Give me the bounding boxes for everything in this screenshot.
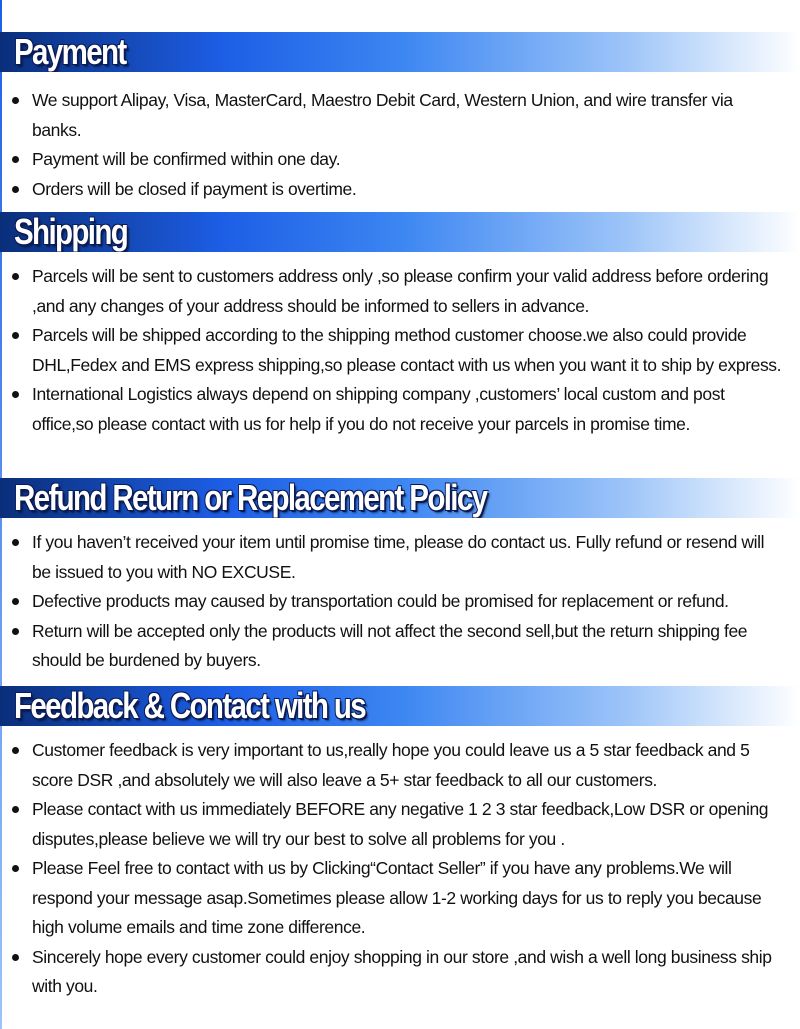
list-item	[0, 86, 800, 145]
refund-header	[0, 478, 800, 518]
list-item-text: International Logistics always depend on shipping company ,customers’ local custom and post office,so please contact with us for help if you do not receive your parcels in promise time.	[32, 384, 725, 434]
list-item-text: Payment will be confirmed within one day.	[32, 149, 341, 169]
bullet-dot	[12, 186, 19, 193]
list-item	[0, 380, 800, 439]
payment-header	[0, 32, 800, 72]
bullet-dot	[12, 97, 19, 104]
list-item-text: Please contact with us immediately BEFORE any negative 1 2 3 star feedback,Low DSR or opening disputes,please believe we will try our best to solve all problems for you .	[32, 799, 769, 849]
list-item-text: Parcels will be sent to customers address only ,so please confirm your valid address before ordering ,and any changes of your address should be informed to sellers in advance.	[32, 266, 769, 316]
list-item	[0, 943, 800, 1002]
bullet-dot	[12, 954, 19, 961]
list-item	[0, 736, 800, 795]
list-item-text: Defective products may caused by transportation could be promised for replacement or refund.	[32, 591, 729, 611]
list-item	[0, 145, 800, 175]
list-item	[0, 587, 800, 617]
list-item-text: Sincerely hope every customer could enjoy shopping in our store ,and wish a well long business ship with you.	[32, 946, 772, 996]
list-item-text: Please Feel free to contact with us by Clicking“Contact Seller” if you have any problems.We will respond your message asap.Sometimes please allow 1-2 working days for us to reply you because high volume emails and time zone difference.	[32, 858, 762, 937]
bullet-dot	[12, 332, 19, 339]
bullet-dot	[12, 273, 19, 280]
bullet-dot	[12, 598, 19, 605]
bullet-dot	[12, 539, 19, 546]
list-item	[0, 528, 800, 587]
payment-title: Payment	[14, 32, 126, 72]
list-item	[0, 262, 800, 321]
bullet-dot	[12, 806, 19, 813]
list-item	[0, 617, 800, 676]
bullet-dot	[12, 156, 19, 163]
list-item-text: Return will be accepted only the products will not affect the second sell,but the return shipping fee should be burdened by buyers.	[32, 620, 748, 670]
list-item-text: We support Alipay, Visa, MasterCard, Maestro Debit Card, Western Union, and wire transfer via banks.	[32, 90, 733, 140]
bullet-dot	[12, 391, 19, 398]
payment-list	[0, 86, 800, 204]
list-item	[0, 854, 800, 943]
bullet-dot	[12, 628, 19, 635]
feedback-header	[0, 686, 800, 726]
bullet-dot	[12, 865, 19, 872]
refund-title: Refund Return or Replacement Policy	[14, 478, 487, 518]
list-item-text: Parcels will be shipped according to the shipping method customer choose.we also could provide DHL,Fedex and EMS express shipping,so please contact with us when you want it to ship by express.	[32, 325, 782, 375]
list-item-text: Customer feedback is very important to us,really hope you could leave us a 5 star feedback and 5 score DSR ,and absolutely we will also leave a 5+ star feedback to all our customers.	[32, 740, 750, 790]
shipping-title: Shipping	[14, 212, 128, 252]
shipping-header	[0, 212, 800, 252]
list-item	[0, 795, 800, 854]
shipping-list	[0, 262, 800, 439]
list-item	[0, 321, 800, 380]
bullet-dot	[12, 747, 19, 754]
feedback-list	[0, 736, 800, 1002]
list-item-text: Orders will be closed if payment is overtime.	[32, 178, 357, 199]
list-item-text: If you haven’t received your item until promise time, please do contact us. Fully refund or resend will be issued to you with NO EXCUSE.	[32, 532, 765, 582]
feedback-title: Feedback & Contact with us	[14, 686, 366, 726]
list-item	[0, 175, 800, 205]
refund-list	[0, 528, 800, 676]
